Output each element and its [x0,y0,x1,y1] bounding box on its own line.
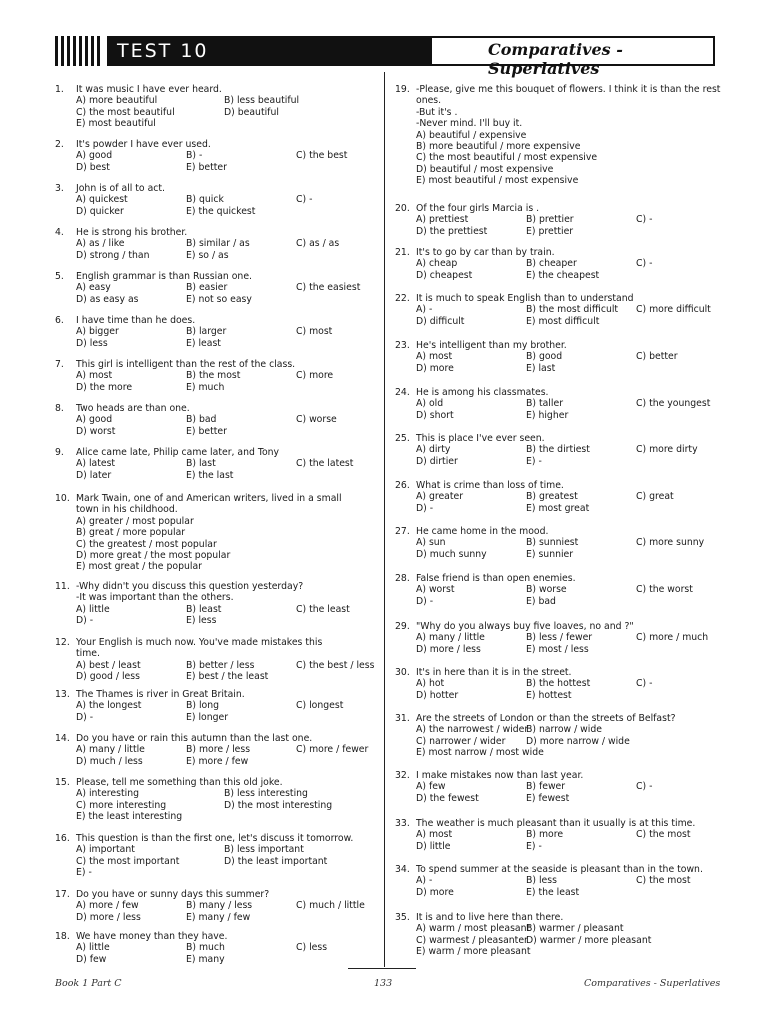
answer-option[interactable]: E) warm / more pleasant [416,946,531,958]
answer-option[interactable]: B) easier [186,282,228,294]
answer-option[interactable]: C) more difficult [636,304,711,316]
answer-option[interactable]: E) more / few [186,755,249,767]
answer-option[interactable]: C) the most [636,829,691,841]
question-number: 35. [395,912,410,923]
answer-option[interactable]: C) the most beautiful / most expensive [416,152,598,164]
footer-topic: Comparatives - Superlatives [584,978,721,989]
question-number: 11. [55,581,70,592]
answer-option[interactable]: A) latest [76,458,116,470]
answer-option[interactable]: A) prettiest [416,214,469,226]
answer-option[interactable]: B) good [526,351,563,363]
answer-option[interactable]: A) - [416,304,433,316]
answer-option[interactable]: B) similar / as [186,238,250,250]
question-number: 8. [55,403,64,414]
question-text: It is and to live here than there. [416,912,564,923]
question-text: He came home in the mood. [416,526,549,537]
question-text: What is crime than loss of time. [416,480,564,491]
answer-option[interactable]: A) worst [416,584,455,596]
answer-option[interactable]: D) the fewest [416,792,479,804]
question-text: Do you have or sunny days this summer? [76,889,270,900]
answer-option[interactable]: C) the most important [76,855,180,867]
answer-option[interactable]: C) worse [296,414,337,426]
answer-option[interactable]: C) more / much [636,632,709,644]
question-number: 1. [55,84,64,95]
answer-option[interactable]: E) not so easy [186,293,252,305]
answer-option[interactable]: B) fewer [526,781,566,793]
answer-option[interactable]: E) last [526,362,556,374]
answer-option[interactable]: D) beautiful [224,106,279,118]
answer-option[interactable]: A) good [76,150,113,162]
answer-option[interactable]: D) worst [76,425,116,437]
question-number: 5. [55,271,64,282]
answer-option[interactable]: A) old [416,398,444,410]
answer-option[interactable]: B) the most [186,370,241,382]
question-number: 31. [395,713,410,724]
answer-option[interactable]: D) short [416,409,454,421]
question-text: He's intelligent than my brother. [416,340,567,351]
answer-option[interactable]: B) bad [186,414,217,426]
question-number: 32. [395,770,410,781]
question-text: This girl is intelligent than the rest of the class. [76,359,296,370]
answer-option[interactable]: E) the least [526,886,580,898]
answer-option[interactable]: B) more [526,829,564,841]
answer-option[interactable]: E) - [526,455,542,467]
answer-option[interactable]: B) last [186,458,216,470]
question-number: 14. [55,733,70,744]
answer-option[interactable]: C) the latest [296,458,354,470]
question-text: -Never mind. I'll buy it. [416,118,523,130]
answer-option[interactable]: B) less / fewer [526,632,593,644]
answer-option[interactable]: E) most difficult [526,315,600,327]
question-number: 12. [55,637,70,648]
answer-option[interactable]: C) much / little [296,900,365,912]
answer-option[interactable]: D) difficult [416,315,465,327]
answer-option[interactable]: E) the quickest [186,205,256,217]
answer-option[interactable]: D) the prettiest [416,225,488,237]
header-stripes [55,36,103,66]
answer-option[interactable]: E) higher [526,409,569,421]
answer-option[interactable]: B) less beautiful [224,95,300,107]
answer-option[interactable]: E) hottest [526,689,572,701]
answer-option[interactable]: B) warmer / pleasant [526,923,624,935]
answer-option[interactable]: A) sun [416,537,446,549]
question-text: This question is than the first one, let's discuss it tomorrow. [76,833,354,844]
answer-option[interactable]: A) more beautiful [76,95,158,107]
question-text: time. [76,648,100,660]
answer-option[interactable]: B) prettier [526,214,574,226]
answer-option[interactable]: B) many / less [186,900,253,912]
question-number: 25. [395,433,410,444]
answer-option[interactable]: D) best [76,161,110,173]
answer-option[interactable]: B) less interesting [224,788,308,800]
question-number: 18. [55,931,70,942]
answer-option[interactable]: A) warm / most pleasant [416,923,531,935]
question-number: 10. [55,493,70,504]
answer-option[interactable]: D) - [416,595,434,607]
question-text: John is of all to act. [76,183,165,194]
topic-title: Comparatives - Superlatives [488,40,623,78]
answer-option[interactable]: C) more interesting [76,799,167,811]
answer-option[interactable]: E) best / the least [186,671,269,683]
answer-option[interactable]: A) good [76,414,113,426]
answer-option[interactable]: A) many / little [76,744,145,756]
question-text: Two heads are than one. [76,403,190,414]
answer-option[interactable]: C) warmest / pleasanter [416,934,528,946]
answer-option[interactable]: E) many / few [186,911,251,923]
answer-option[interactable]: D) more narrow / wide [526,735,630,747]
answer-option[interactable]: B) least [186,603,222,615]
answer-option[interactable]: A) greater [416,491,464,503]
answer-option[interactable]: A) as / like [76,238,125,250]
answer-option[interactable]: D) as easy as [76,293,139,305]
answer-option[interactable]: E) the last [186,469,234,481]
answer-option[interactable]: E) better [186,425,227,437]
question-number: 30. [395,667,410,678]
question-text: "Why do you always buy five loaves, no and ?" [416,621,634,632]
question-number: 3. [55,183,64,194]
answer-option[interactable]: C) the easiest [296,282,361,294]
answer-option[interactable]: B) less [526,875,557,887]
answer-option[interactable]: E) many [186,953,225,965]
question-number: 29. [395,621,410,632]
question-number: 22. [395,293,410,304]
question-text: Mark Twain, one of and American writers, lived in a small [76,493,342,504]
answer-option[interactable]: C) the most beautiful [76,106,175,118]
question-text: False friend is than open enemies. [416,573,576,584]
answer-option[interactable]: E) - [76,867,92,879]
answer-option[interactable]: C) more [296,370,334,382]
question-text: Your English is much now. You've made mistakes this [76,637,323,648]
question-number: 15. [55,777,70,788]
answer-option[interactable]: D) - [76,615,94,627]
answer-option[interactable]: A) the narrowest / wider [416,724,529,736]
answer-option[interactable]: B) worse [526,584,567,596]
answer-option[interactable]: B) the most difficult [526,304,619,316]
question-number: 9. [55,447,64,458]
answer-option[interactable]: E) less [186,615,217,627]
answer-option[interactable]: E) bad [526,595,556,607]
answer-option[interactable]: B) quick [186,194,224,206]
test-title-box [107,36,430,66]
answer-option[interactable]: A) most [416,351,453,363]
answer-option[interactable]: A) greater / most popular [76,515,194,527]
answer-option[interactable]: E) the least interesting [76,811,183,823]
answer-option[interactable]: D) much / less [76,755,143,767]
question-text: -Why didn't you discuss this question yesterday? [76,581,304,592]
question-text: It is much to speak English than to understand [416,293,634,304]
answer-option[interactable]: D) hotter [416,689,459,701]
question-text: The weather is much pleasant than it usually is at this time. [416,818,696,829]
test-title: TEST 10 [117,40,209,62]
question-text: To spend summer at the seaside is pleasant than in the town. [416,864,703,875]
answer-option[interactable]: B) more beautiful / more expensive [416,140,581,152]
question-text: Alice came late, Philip came later, and Tony [76,447,280,458]
page-header [55,36,715,78]
answer-option[interactable]: A) few [416,781,446,793]
question-text: This is place I've ever seen. [416,433,545,444]
answer-option[interactable]: B) more / less [186,744,251,756]
answer-option[interactable]: D) the least important [224,855,328,867]
question-text: Are the streets of London or than the streets of Belfast? [416,713,676,724]
answer-option[interactable]: E) longer [186,711,229,723]
answer-option[interactable]: A) many / little [416,632,485,644]
answer-option[interactable]: C) - [636,678,653,690]
answer-option[interactable]: A) best / least [76,659,141,671]
question-number: 23. [395,340,410,351]
question-text: Of the four girls Marcia is . [416,203,540,214]
answer-option[interactable]: D) dirtier [416,455,458,467]
question-number: 6. [55,315,64,326]
footer-page-number: 133 [374,978,393,989]
question-text: I have time than he does. [76,315,196,326]
question-number: 7. [55,359,64,370]
answer-option[interactable]: D) more great / the most popular [76,549,231,561]
answer-option[interactable]: E) - [526,840,542,852]
answer-option[interactable]: E) better [186,161,227,173]
answer-option[interactable]: C) narrower / wider [416,735,506,747]
question-number: 20. [395,203,410,214]
answer-option[interactable]: C) the best / less [296,659,375,671]
answer-option[interactable]: A) beautiful / expensive [416,129,527,141]
answer-option[interactable]: A) - [416,875,433,887]
answer-option[interactable]: B) great / more popular [76,527,186,539]
answer-option[interactable]: B) narrow / wide [526,724,602,736]
answer-option[interactable]: A) most [416,829,453,841]
answer-option[interactable]: A) hot [416,678,445,690]
answer-option[interactable]: D) strong / than [76,249,150,261]
answer-option[interactable]: A) important [76,844,135,856]
answer-option[interactable]: E) least [186,337,221,349]
question-text: It's to go by car than by train. [416,247,555,258]
answer-option[interactable]: E) most beautiful / most expensive [416,175,579,187]
answer-option[interactable]: C) better [636,351,678,363]
answer-option[interactable]: A) bigger [76,326,119,338]
answer-option[interactable]: D) the most interesting [224,799,333,811]
answer-option[interactable]: C) the worst [636,584,693,596]
answer-option[interactable]: E) most great [526,502,590,514]
answer-option[interactable]: D) more [416,886,454,898]
answer-option[interactable]: E) fewest [526,792,570,804]
answer-option[interactable]: B) larger [186,326,227,338]
question-number: 13. [55,689,70,700]
answer-option[interactable]: D) more / less [76,911,141,923]
answer-option[interactable]: E) sunnier [526,548,574,560]
answer-option[interactable]: B) - [186,150,203,162]
question-text: He is strong his brother. [76,227,188,238]
answer-option[interactable]: E) most narrow / most wide [416,747,544,759]
question-text: English grammar is than Russian one. [76,271,253,282]
question-number: 21. [395,247,410,258]
question-number: 16. [55,833,70,844]
footer-book: Book 1 Part C [55,978,122,989]
question-number: 24. [395,387,410,398]
answer-option[interactable]: C) more sunny [636,537,705,549]
question-text: It's powder I have ever used. [76,139,211,150]
question-text: The Thames is river in Great Britain. [76,689,245,700]
answer-option[interactable]: C) - [636,214,653,226]
answer-option[interactable]: C) - [636,781,653,793]
answer-option[interactable]: D) more / less [416,643,481,655]
answer-option[interactable]: C) - [296,194,313,206]
answer-option[interactable]: D) less [76,337,108,349]
question-number: 17. [55,889,70,900]
answer-option[interactable]: A) dirty [416,444,451,456]
answer-option[interactable]: A) interesting [76,788,139,800]
answer-option[interactable]: C) the best [296,150,348,162]
answer-option[interactable]: C) as / as [296,238,340,250]
question-text: He is among his classmates. [416,387,549,398]
answer-option[interactable]: A) easy [76,282,111,294]
question-number: 19. [395,84,410,95]
column-divider [384,72,385,967]
answer-option[interactable]: A) more / few [76,900,139,912]
question-text: It's in here than it is in the street. [416,667,572,678]
answer-option[interactable]: E) most beautiful [76,118,156,130]
answer-option[interactable]: D) cheapest [416,269,473,281]
answer-option[interactable]: D) - [76,711,94,723]
question-text: ones. [416,95,442,107]
question-text: -But it's . [416,106,458,118]
answer-option[interactable]: A) most [76,370,113,382]
question-number: 27. [395,526,410,537]
question-number: 28. [395,573,410,584]
question-number: 4. [55,227,64,238]
answer-option[interactable]: D) beautiful / most expensive [416,163,554,175]
answer-option[interactable]: D) few [76,953,107,965]
answer-option[interactable]: C) longest [296,700,344,712]
topic-title-box [430,36,715,78]
answer-option[interactable]: D) - [416,502,434,514]
answer-option[interactable]: B) less important [224,844,304,856]
answer-option[interactable]: C) less [296,942,328,954]
answer-option[interactable]: D) the more [76,381,133,393]
answer-option[interactable]: C) the most [636,875,691,887]
footer-rule [348,968,416,969]
answer-option[interactable]: B) the dirtiest [526,444,590,456]
answer-option[interactable]: C) more / fewer [296,744,369,756]
answer-option[interactable]: A) little [76,603,110,615]
answer-option[interactable]: C) the youngest [636,398,711,410]
question-number: 34. [395,864,410,875]
question-text: Please, tell me something than this old joke. [76,777,283,788]
answer-option[interactable]: D) little [416,840,451,852]
answer-option[interactable]: E) so / as [186,249,229,261]
answer-option[interactable]: B) sunniest [526,537,579,549]
answer-option[interactable]: C) the greatest / most popular [76,538,217,550]
answer-option[interactable]: D) much sunny [416,548,487,560]
answer-option[interactable]: E) most great / the popular [76,561,202,573]
answer-option[interactable]: C) - [636,258,653,270]
answer-option[interactable]: A) quickest [76,194,128,206]
answer-option[interactable]: D) good / less [76,671,140,683]
answer-option[interactable]: E) most / less [526,643,589,655]
answer-option[interactable]: B) long [186,700,220,712]
answer-option[interactable]: D) warmer / more pleasant [526,934,652,946]
answer-option[interactable]: B) greatest [526,491,578,503]
question-number: 26. [395,480,410,491]
question-text: -Please, give me this bouquet of flowers. I think it is than the rest [416,84,721,95]
answer-option[interactable]: B) cheaper [526,258,577,270]
question-text: It was music I have ever heard. [76,84,222,95]
answer-option[interactable]: D) quicker [76,205,124,217]
answer-option[interactable]: E) prettier [526,225,574,237]
question-text: I make mistakes now than last year. [416,770,584,781]
answer-option[interactable]: D) more [416,362,454,374]
answer-option[interactable]: B) the hottest [526,678,591,690]
answer-option[interactable]: B) much [186,942,225,954]
answer-option[interactable]: E) the cheapest [526,269,600,281]
answer-option[interactable]: A) little [76,942,110,954]
answer-option[interactable]: C) most [296,326,333,338]
question-text: -It was important than the others. [76,592,234,604]
question-text: We have money than they have. [76,931,228,942]
answer-option[interactable]: A) the longest [76,700,142,712]
question-text: Do you have or rain this autumn than the last one. [76,733,313,744]
question-number: 2. [55,139,64,150]
answer-option[interactable]: C) great [636,491,674,503]
answer-option[interactable]: C) more dirty [636,444,698,456]
answer-option[interactable]: A) cheap [416,258,458,270]
answer-option[interactable]: E) much [186,381,225,393]
question-number: 33. [395,818,410,829]
answer-option[interactable]: B) taller [526,398,564,410]
question-text: town in his childhood. [76,504,178,516]
answer-option[interactable]: C) the least [296,603,350,615]
answer-option[interactable]: B) better / less [186,659,255,671]
answer-option[interactable]: D) later [76,469,112,481]
